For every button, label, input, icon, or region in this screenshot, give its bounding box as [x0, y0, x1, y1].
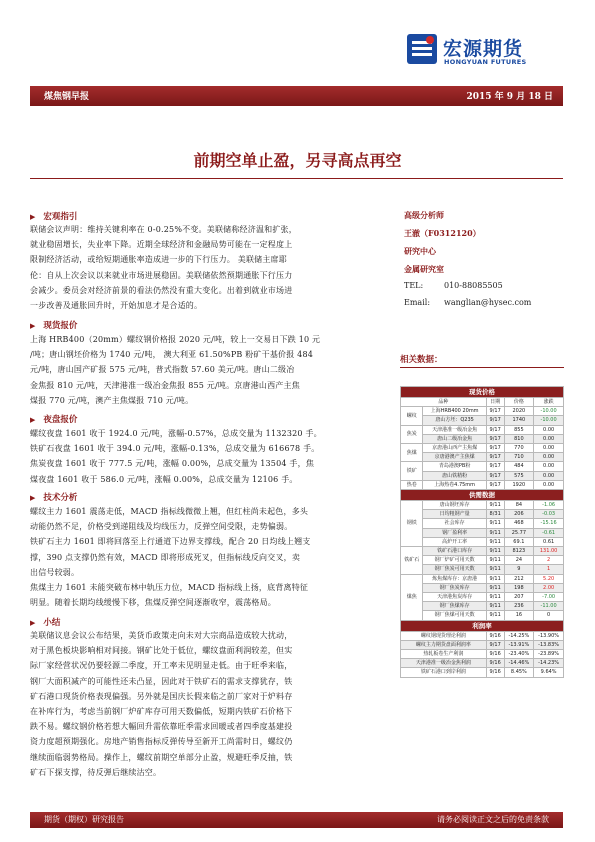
cell-date: 9/11	[486, 528, 504, 537]
cell-date: 9/17	[486, 453, 504, 462]
text-line: 焦炭夜盘 1601 收于 777.5 元/吨，涨幅 0.00%，总成交量为 13504 手，焦	[30, 459, 315, 469]
cell-v2: 0.00	[534, 453, 564, 462]
cell-item: 社会库存	[423, 519, 486, 528]
text-line: 铁矿石夜盘 1601 收于 394.0 元/吨，涨幅-0.13%，总成交量为 616678 手。	[30, 444, 320, 454]
report-date: 2015 年 9 月 18 日	[466, 92, 553, 102]
cell-v2: 0.00	[534, 434, 564, 443]
cell-item: 钢厂焦煤库存	[423, 602, 486, 611]
cell-item: 钢厂焦煤可用天数	[423, 611, 486, 620]
cell-item: 唐山二级冶金焦	[423, 434, 486, 443]
cell-v2: -10.00	[534, 407, 564, 416]
cell-v1: 484	[504, 462, 534, 471]
analyst-email-label: Email:	[404, 298, 431, 307]
cell-v2: -7.00	[534, 593, 564, 602]
cell-v1: -23.40%	[504, 650, 534, 659]
text-line: 金焦报 810 元/吨，天津港准一级冶金焦报 855 元/吨。京唐港山西产主焦	[30, 380, 300, 390]
cell-v2: -0.03	[534, 510, 564, 519]
band-title: 利润率	[401, 620, 564, 631]
text-line: 跌不易。螺纹钢价格若想大幅回升需依靠旺季需求回暖或者四季度基建投	[30, 722, 293, 732]
footer-left-text: 期货（期权）研究报告	[44, 815, 124, 824]
cell-date: 9/17	[486, 425, 504, 434]
table-row	[401, 574, 564, 583]
cell-v1: 468	[504, 519, 534, 528]
cell-date: 9/11	[486, 602, 504, 611]
triangle-bullet-icon: ▶	[30, 415, 36, 424]
cell-date: 9/11	[486, 583, 504, 592]
cell-date: 9/17	[486, 434, 504, 443]
column-header: 涨跌	[534, 398, 564, 407]
cell-date: 9/11	[486, 537, 504, 546]
cell-v2: 0.00	[534, 444, 564, 453]
cell-date: 9/17	[486, 480, 504, 489]
cell-v1: 16	[504, 611, 534, 620]
cell-date: 9/11	[486, 547, 504, 556]
cell-v1: 8123	[504, 547, 534, 556]
text-line: 在补库行为，考虑当前钢厂炉矿库存可用天数偏低，短期内铁矿石价格下	[30, 707, 293, 717]
cell-date: 9/16	[486, 631, 504, 640]
row-group: 煤焦	[401, 574, 423, 620]
table-row	[401, 611, 564, 620]
cell-v2: -11.00	[534, 602, 564, 611]
section-heading-spot: ▶ 现货报价	[30, 321, 78, 331]
cell-v1: -13.91%	[504, 640, 534, 649]
brand-name-cn: 宏源期货	[443, 38, 524, 60]
cell-item: 钢厂焦炭库存	[423, 583, 486, 592]
cell-date: 9/11	[486, 593, 504, 602]
table-row	[401, 510, 564, 519]
cell-item: 京唐港山西产主焦煤	[423, 444, 486, 453]
cell-v1: 84	[504, 501, 534, 510]
cell-date: 9/17	[486, 407, 504, 416]
table-row	[401, 528, 564, 537]
cell-v1: 69.1	[504, 537, 534, 546]
section-heading-summary: ▶ 小结	[30, 618, 61, 628]
cell-item: 钢厂盈利率	[423, 528, 486, 537]
cell-date: 9/11	[486, 519, 504, 528]
table-row	[401, 556, 564, 565]
row-group: 焦煤	[401, 444, 423, 462]
text-line: 一步改善及通胀回升时，开始加息才是合适的。	[30, 301, 203, 311]
cell-v1: 855	[504, 425, 534, 434]
section-body-spot	[30, 332, 382, 408]
cell-v1: 770	[504, 444, 534, 453]
cell-item: 天津港准一级冶金焦	[423, 425, 486, 434]
table-row	[401, 416, 564, 425]
cell-item: 唐山铁精粉	[423, 471, 486, 480]
cell-v1: 212	[504, 574, 534, 583]
table-row	[401, 444, 564, 453]
cell-item: 天津港准一级冶金焦利润	[401, 659, 487, 668]
section-body-macro	[30, 222, 382, 313]
table-row	[401, 583, 564, 592]
text-line: 限制经济活动，或给短期通胀率造成进一步的下行压力。 美联储主席耶	[30, 255, 287, 265]
footer-bar	[30, 812, 563, 828]
table-row	[401, 501, 564, 510]
text-line: 伦：自从上次会议以来就业市场进展稳固。美联储依然预期通胀下行压力	[30, 270, 293, 280]
cell-v2: -15.16	[534, 519, 564, 528]
related-data-divider	[400, 367, 564, 368]
footer-disclaimer-link[interactable]: 请务必阅读正文之后的免责条款	[437, 815, 549, 824]
table-row	[401, 631, 564, 640]
table-column-header-row	[401, 398, 564, 407]
section-body-night	[30, 426, 382, 487]
row-group: 热卷	[401, 480, 423, 489]
text-line: 对于黑色板块影响相对间接。钢矿比处于低位，螺纹盘面利润较差，但实	[30, 646, 293, 656]
text-line: 出信号较弱。	[30, 567, 80, 577]
text-line: 铁矿石主力 1601 即将回落至上行通道下边界支撑线，配合 20 日均线上翘支	[30, 537, 311, 547]
cell-v2: 9.64%	[534, 668, 564, 677]
brand-name-en: HONGYUAN FUTURES	[444, 58, 527, 66]
cell-v2: 5.20	[534, 574, 564, 583]
row-group: 铁矿石	[401, 547, 423, 575]
analyst-office: 金属研究室	[404, 264, 444, 274]
cell-v1: 1740	[504, 416, 534, 425]
text-line: /吨；唐山钢坯价格为 1740 元/吨， 澳大利亚 61.50%PB 粉矿干基价报 484	[30, 350, 314, 360]
row-group: 螺纹	[401, 407, 423, 425]
cell-item: 天津港焦炭库存	[423, 593, 486, 602]
cell-date: 9/16	[486, 650, 504, 659]
cell-v1: -14.25%	[504, 631, 534, 640]
cell-v1: 710	[504, 453, 534, 462]
cell-v1: 2020	[504, 407, 534, 416]
section-body-summary	[30, 628, 382, 780]
cell-v2: 2.00	[534, 583, 564, 592]
text-line: 元/吨，唐山国产矿报 575 元/吨，普式指数 57.60 美元/吨。唐山二级冶	[30, 365, 295, 375]
row-group: 焦炭	[401, 425, 423, 443]
header-bar	[30, 86, 563, 106]
cell-date: 9/11	[486, 611, 504, 620]
cell-v2: 0.00	[534, 471, 564, 480]
cell-v2: -14.23%	[534, 659, 564, 668]
text-line: 撑，390 点支撑仍然有效，MACD 即将形成死叉，但指标线反向交叉，卖	[30, 552, 301, 562]
cell-v2: -13.83%	[534, 640, 564, 649]
cell-v2: 0.00	[534, 462, 564, 471]
section-heading-macro: ▶ 宏观指引	[30, 212, 78, 222]
analyst-tel-label: TEL:	[404, 281, 424, 290]
cell-v2: 0.61	[534, 537, 564, 546]
text-line: 会减少。委员会对经济前景的看法仍然没有重大变化。出着到就业市场进	[30, 285, 293, 295]
triangle-bullet-icon: ▶	[30, 618, 36, 627]
table-row	[401, 425, 564, 434]
cell-date: 9/11	[486, 574, 504, 583]
report-type: 煤焦钢早报	[44, 92, 90, 102]
table-row	[401, 537, 564, 546]
cell-v2: 0	[534, 611, 564, 620]
cell-date: 9/17	[486, 640, 504, 649]
column-header: 日期	[486, 398, 504, 407]
cell-v2: 0.00	[534, 480, 564, 489]
table-row	[401, 519, 564, 528]
text-line: 矿石港口现货价格表现偏强。另外就是国庆长假来临之前厂家对于炉料存	[30, 691, 293, 701]
section-heading-night: ▶ 夜盘报价	[30, 415, 78, 425]
cell-item: 炼焦煤库存：京唐港	[423, 574, 486, 583]
table-row	[401, 434, 564, 443]
cell-item: 螺纹钢现货理论利润	[401, 631, 487, 640]
cell-item: 青岛港澳PB粉	[423, 462, 486, 471]
text-line: 螺纹主力 1601 震荡走低，MACD 指标线微微上翘，但红柱尚未起色，多头	[30, 507, 309, 516]
cell-item: 热轧板卷生产利润	[401, 650, 487, 659]
band-title: 供需数据	[401, 490, 564, 501]
table-row	[401, 640, 564, 649]
cell-item: 唐山钢坯库存	[423, 501, 486, 510]
table-row	[401, 650, 564, 659]
column-header: 品种	[401, 398, 487, 407]
cell-item: 上海HRB400 20mm	[423, 407, 486, 416]
text-line: 际厂家经营状况仍要轻源二季度，开工率未见明显走低。由于旺季来临，	[30, 661, 293, 671]
cell-v2: -1.06	[534, 501, 564, 510]
table-band-header	[401, 387, 564, 398]
cell-date: 9/11	[486, 565, 504, 574]
cell-date: 9/11	[486, 556, 504, 565]
cell-date: 9/16	[486, 659, 504, 668]
triangle-bullet-icon: ▶	[30, 212, 36, 221]
cell-item: 上海热卷4.75mm	[423, 480, 486, 489]
cell-date: 9/11	[486, 501, 504, 510]
cell-v1: 8.45%	[504, 668, 534, 677]
cell-v1: 9	[504, 565, 534, 574]
row-group: 铁矿	[401, 462, 423, 480]
title-divider	[30, 178, 563, 179]
table-row	[401, 471, 564, 480]
table-row	[401, 659, 564, 668]
cell-v1: 810	[504, 434, 534, 443]
cell-v1: 207	[504, 593, 534, 602]
table-band-header	[401, 490, 564, 501]
cell-item: 钢厂焦炭可用天数	[423, 565, 486, 574]
cell-date: 9/17	[486, 416, 504, 425]
text-line: 上海 HRB400（20mm）螺纹钢价格报 2020 元/吨，较上一交易日下跌 10 元	[30, 335, 321, 344]
table-row	[401, 668, 564, 677]
analyst-tel: 010-88085505	[444, 281, 503, 290]
text-line: 继续面临弱势格局。操作上，螺纹前期空单部分止盈，规避旺季反抽，铁	[30, 752, 293, 762]
cell-v2: 2	[534, 556, 564, 565]
table-band-header	[401, 620, 564, 631]
band-title: 现货价格	[401, 387, 564, 398]
cell-v1: 206	[504, 510, 534, 519]
cell-date: 9/16	[486, 668, 504, 677]
analyst-email[interactable]: wanglian@hysec.com	[444, 298, 532, 307]
text-line: 就业稳固增长，失业率下降。近期全球经济和金融局势可能在一定程度上	[30, 240, 293, 250]
cell-date: 9/17	[486, 462, 504, 471]
cell-v1: 25.77	[504, 528, 534, 537]
page-title: 前期空单止盈，另寻高点再空	[193, 151, 402, 170]
cell-item: 铁矿石港口库存	[423, 547, 486, 556]
text-line: 明显。随着长期均线缓慢下移，焦煤反弹空间逐渐收窄，震荡格局。	[30, 598, 276, 608]
text-line: 美联储议息会议公布结果，美货币政策走向未对大宗商品造成较大扰动，	[30, 631, 293, 640]
table-row	[401, 407, 564, 416]
table-row	[401, 593, 564, 602]
cell-v1: 236	[504, 602, 534, 611]
cell-v2: 0.00	[534, 425, 564, 434]
text-line: 煤报 770 元/吨，澳产主焦煤报 710 元/吨。	[30, 395, 194, 405]
cell-date: 9/17	[486, 471, 504, 480]
cell-item: 唐山方坯：Q235	[423, 416, 486, 425]
cell-v2: 131.00	[534, 547, 564, 556]
text-line: 钢厂大面积减产的可能性还未凸显，因此对于铁矿石的需求支撑犹存，铁	[30, 676, 293, 686]
cell-v2: -23.89%	[534, 650, 564, 659]
text-line: 煤夜盘 1601 收于 586.0 元/吨，涨幅 0.00%，总成交量为 12106 手。	[30, 474, 298, 484]
cell-date: 9/17	[486, 444, 504, 453]
logo-mark-icon	[405, 32, 439, 66]
cell-v1: 575	[504, 471, 534, 480]
section-heading-technical: ▶ 技术分析	[30, 493, 78, 503]
table-row	[401, 602, 564, 611]
text-line: 矿石下探支撑，待反弹后继续沽空。	[30, 767, 162, 777]
cell-v1: 1920	[504, 480, 534, 489]
analyst-name: 王澈（F0312120）	[404, 228, 481, 238]
cell-v1: 24	[504, 556, 534, 565]
related-data-label: 相关数据：	[400, 355, 443, 365]
analyst-role: 高级分析师	[404, 210, 444, 220]
column-header: 价格	[504, 398, 534, 407]
cell-item: 钢厂炉矿可用天数	[423, 556, 486, 565]
cell-v1: 198	[504, 583, 534, 592]
table-row	[401, 462, 564, 471]
text-line: 螺纹夜盘 1601 收于 1924.0 元/吨，涨幅-0.57%，总成交量为 1132320 手。	[30, 429, 322, 438]
cell-v2: -0.61	[534, 528, 564, 537]
section-body-technical	[30, 504, 382, 610]
analyst-dept: 研究中心	[404, 246, 436, 256]
cell-v2: 1	[534, 565, 564, 574]
table-row	[401, 547, 564, 556]
triangle-bullet-icon: ▶	[30, 493, 36, 502]
cell-item: 高炉开工率	[423, 537, 486, 546]
text-line: 资力度超预期强化。房地产销售指标反弹传导至新开工尚需时日，螺纹仍	[30, 737, 293, 747]
cell-item: 京唐港澳产主焦煤	[423, 453, 486, 462]
table-row	[401, 480, 564, 489]
table-row	[401, 565, 564, 574]
triangle-bullet-icon: ▶	[30, 321, 36, 330]
brand-logo	[405, 28, 565, 72]
cell-date: 8/31	[486, 510, 504, 519]
cell-item: 螺纹主力期货盘面利润率	[401, 640, 487, 649]
cell-v2: -10.00	[534, 416, 564, 425]
row-group: 钢铁	[401, 501, 423, 547]
table-row	[401, 453, 564, 462]
cell-item: 日均粗钢产量	[423, 510, 486, 519]
text-line: 焦煤主力 1601 未能突破布林中轨压力位，MACD 指标线上扬，底背离特征	[30, 583, 309, 593]
text-line: 动能仍然不足，价格受到递阻线及均线压力，反弹空间受限，走势偏弱。	[30, 522, 293, 532]
data-table	[400, 386, 564, 678]
text-line: 联储会议声明：维持关键利率在 0-0.25%不变。美联储称经济温和扩张，	[30, 225, 297, 234]
cell-item: 铁矿石港口到岸利润	[401, 668, 487, 677]
cell-v1: -14.46%	[504, 659, 534, 668]
cell-v2: -13.90%	[534, 631, 564, 640]
